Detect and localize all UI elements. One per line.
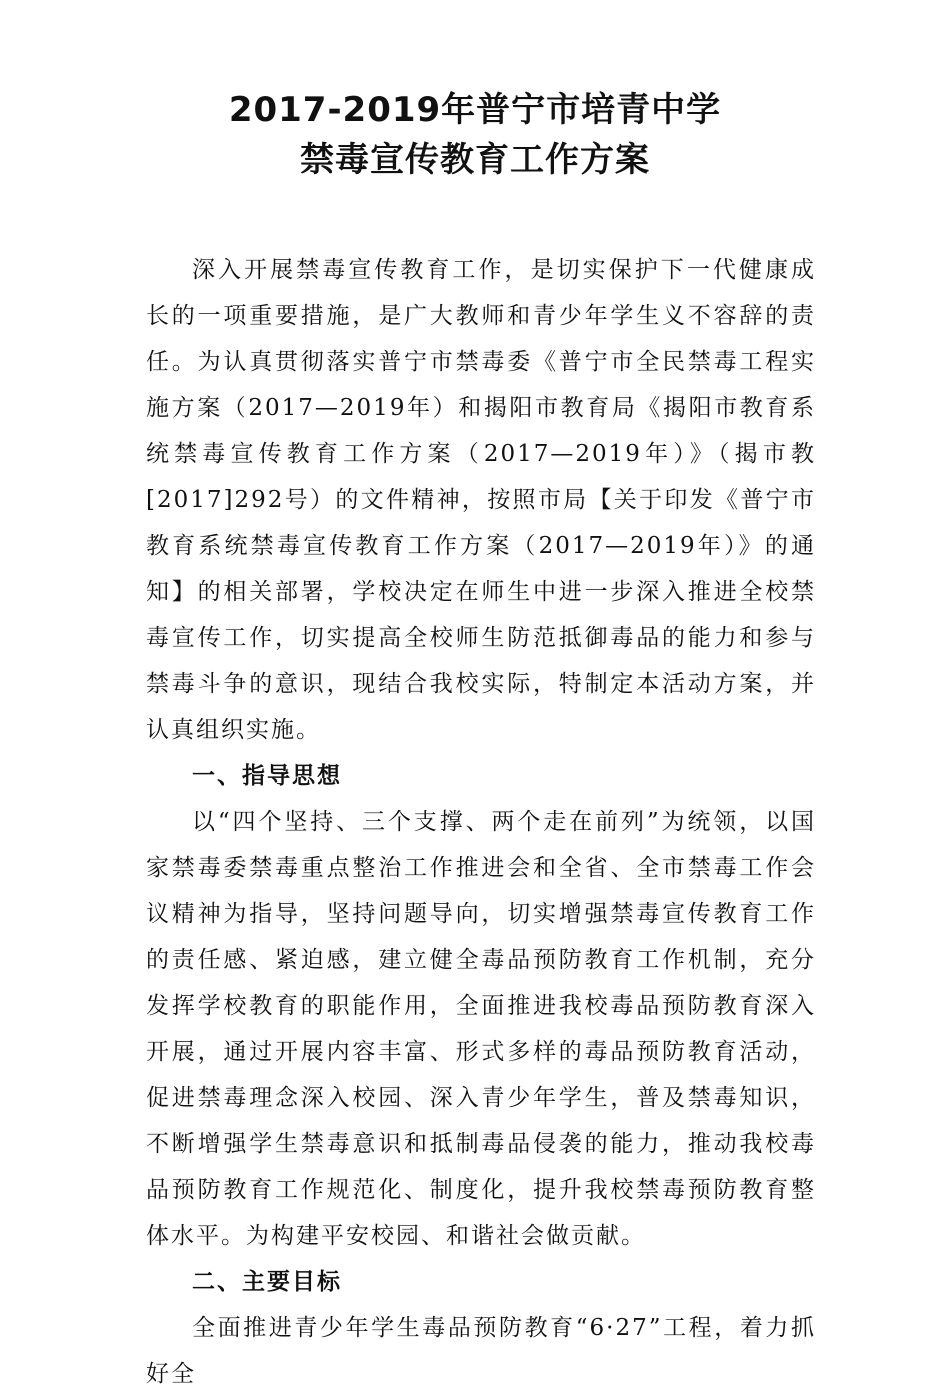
document-title-line-2: 禁毒宣传教育工作方案 (300, 140, 650, 180)
section-guiding-ideology-paragraph: 以“四个坚持、三个支撑、两个走在前列”为统领，以国家禁毒委禁毒重点整治工作推进会和全省、全市禁毒工作会议精神为指导，坚持问题导向，切实增强禁毒宣传教育工作的责任感、紧迫感，建立健全毒品预防教育工作机制，充分发挥学校教育的职能作用，全面推进我校毒品预防教育深入开展，通过开展内容丰富、形式多样的毒品预防教育活动，促进禁毒理念深入校园、深入青少年学生，普及禁毒知识，不断增强学生禁毒意识和抵制毒品侵袭的能力，推动我校毒品预防教育工作规范化、制度化，提升我校禁毒预防教育整体水平。为构建平安校园、和谐社会做贡献。 (146, 809, 816, 1249)
intro-paragraph: 深入开展禁毒宣传教育工作，是切实保护下一代健康成长的一项重要措施，是广大教师和青少年学生义不容辞的责任。为认真贯彻落实普宁市禁毒委《普宁市全民禁毒工程实施方案（2017—2019年）和揭阳市教育局《揭阳市教育系统禁毒宣传教育工作方案（2017—2019年）》（揭市教[2017]292号）的文件精神，按照市局【关于印发《普宁市教育系统禁毒宣传教育工作方案（2017—2019年）》的通知】的相关部署，学校决定在师生中进一步深入推进全校禁毒宣传工作，切实提高全校师生防范抵御毒品的能力和参与禁毒斗争的意识，现结合我校实际，特制定本活动方案，并认真组织实施。 (146, 257, 816, 743)
section-main-goals-paragraph: 全面推进青少年学生毒品预防教育“6·27”工程，着力抓好全 (146, 1315, 816, 1387)
document-body (146, 247, 816, 1397)
document-title-line-1: 2017-2019年普宁市培青中学 (228, 90, 722, 130)
section-heading-main-goals: 二、主要目标 (192, 1269, 342, 1295)
section-heading-guiding-ideology: 一、指导思想 (192, 763, 342, 789)
